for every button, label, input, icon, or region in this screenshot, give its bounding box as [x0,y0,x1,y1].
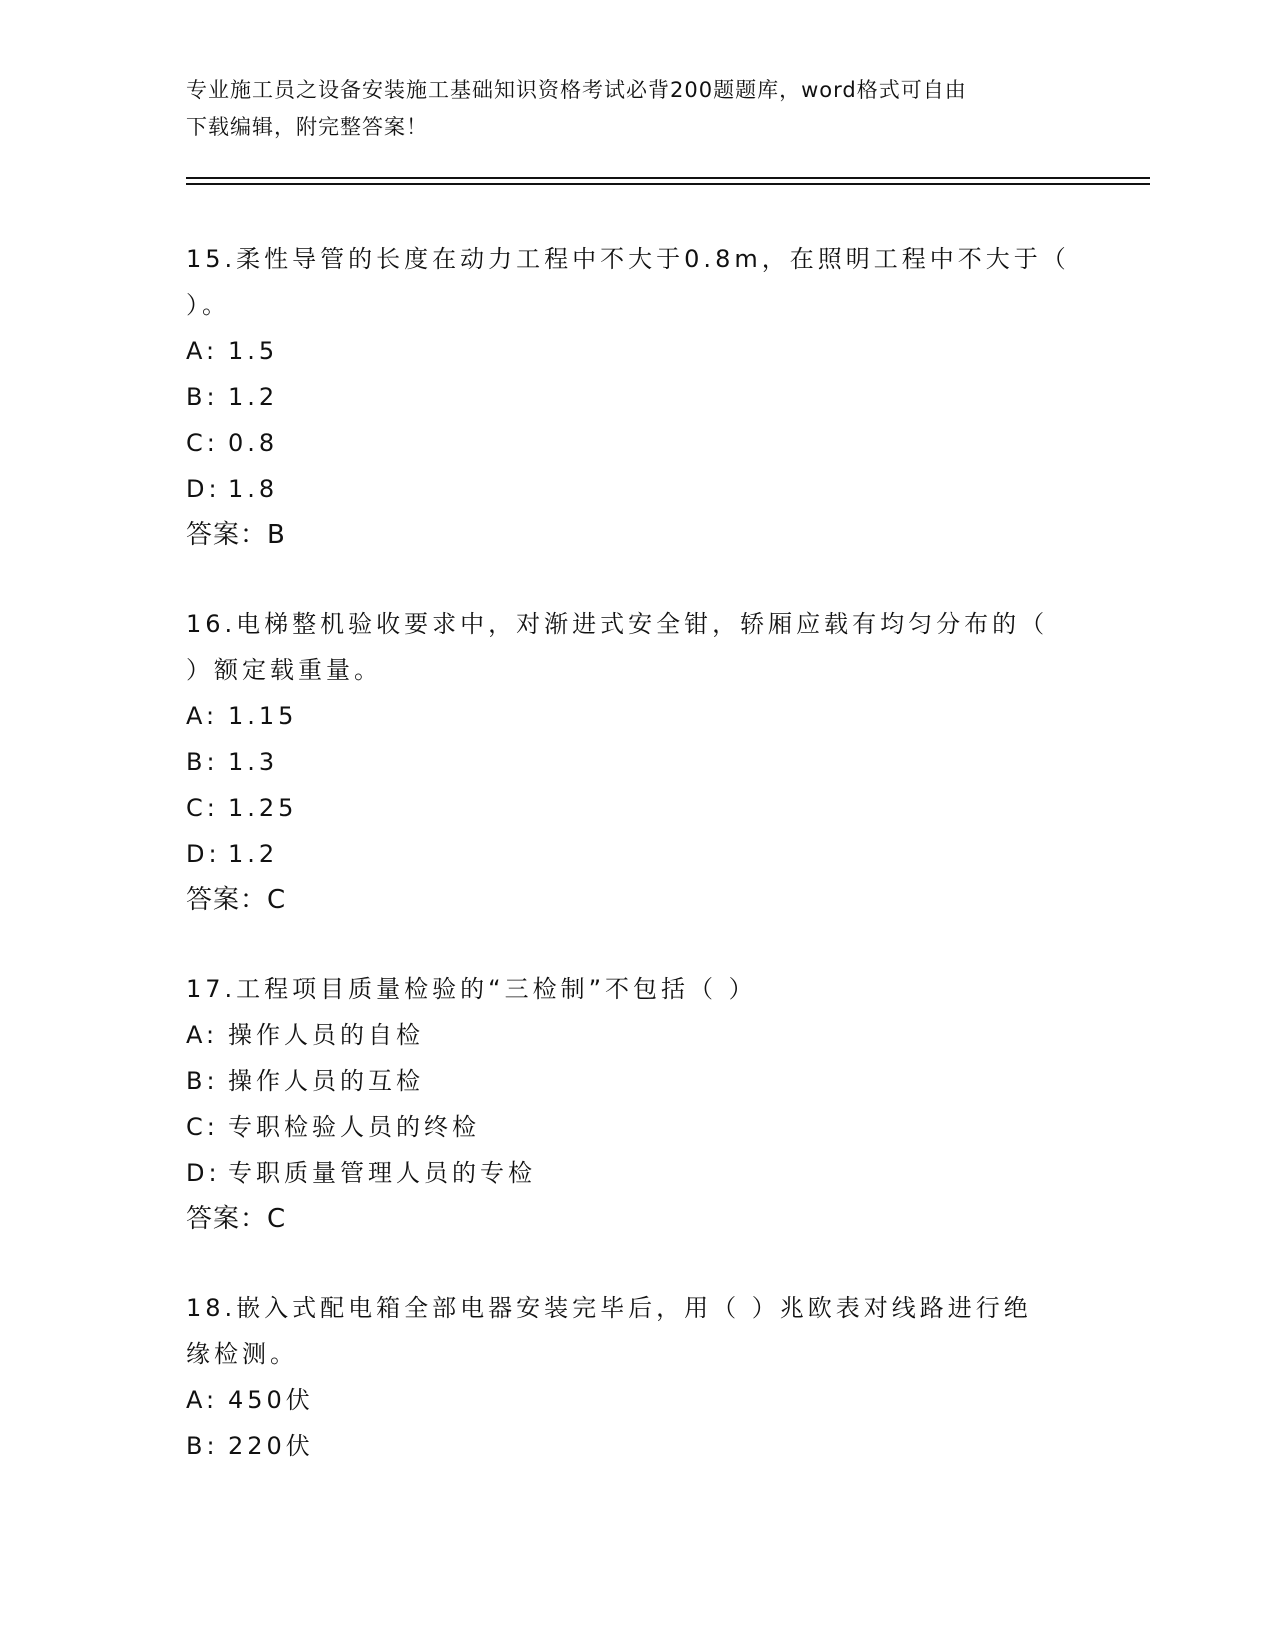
question-text-line: 18.嵌入式配电箱全部电器安装完毕后，用（ ）兆欧表对线路进行绝 [186,1294,1032,1322]
answer-line: 答案：C [186,885,287,915]
question-text-line: 缘检测。 [186,1340,298,1368]
option-a [186,1377,1086,1423]
option-a [186,328,1086,374]
option-text: 专职检验人员的终检 [228,1113,480,1141]
answer-line: 答案：C [186,1204,287,1234]
option-text: 1.15 [228,702,298,730]
question-18 [186,1285,1086,1469]
option-letter: A: [186,1021,219,1049]
question-16 [186,601,1086,923]
option-d [186,1150,1086,1196]
option-d [186,466,1086,512]
option-b [186,374,1086,420]
question-17 [186,966,1086,1242]
option-letter: C: [186,794,219,822]
option-text: 1.3 [228,748,279,776]
question-list [186,236,1086,1512]
option-letter: C: [186,429,219,457]
option-text: 1.25 [228,794,298,822]
option-a [186,1012,1086,1058]
document-header [186,72,1086,146]
option-text: 1.8 [228,475,279,503]
option-letter: B: [186,383,219,411]
header-line-1: 专业施工员之设备安装施工基础知识资格考试必背200题题库，word格式可自由 [186,78,967,102]
option-c [186,420,1086,466]
option-letter: A: [186,337,219,365]
option-a [186,693,1086,739]
option-text: 450伏 [228,1386,314,1414]
option-letter: D: [186,840,221,868]
question-text-line: 17.工程项目质量检验的“三检制”不包括（ ） [186,975,757,1003]
option-text: 1.2 [228,840,279,868]
option-text: 220伏 [228,1432,314,1460]
option-b [186,1423,1086,1469]
header-divider-bottom [186,183,1150,185]
option-letter: D: [186,1159,221,1187]
header-divider-top [186,177,1150,179]
question-text-line: ）额定载重量。 [186,656,382,684]
option-b [186,1058,1086,1104]
header-line-2: 下载编辑，附完整答案！ [186,115,428,139]
option-b [186,739,1086,785]
option-letter: D: [186,475,221,503]
option-letter: B: [186,1432,219,1460]
answer-line: 答案：B [186,520,286,550]
option-letter: B: [186,748,219,776]
option-letter: A: [186,702,219,730]
option-text: 操作人员的互检 [228,1067,424,1095]
option-c [186,785,1086,831]
option-d [186,831,1086,877]
option-text: 专职质量管理人员的专检 [228,1159,536,1187]
question-text-line: ）。 [186,291,230,319]
option-letter: B: [186,1067,219,1095]
option-text: 1.2 [228,383,279,411]
option-letter: A: [186,1386,219,1414]
option-text: 操作人员的自检 [228,1021,424,1049]
option-text: 0.8 [228,429,279,457]
question-text-line: 16.电梯整机验收要求中，对渐进式安全钳，轿厢应载有均匀分布的（ [186,610,1049,638]
question-15 [186,236,1086,558]
option-c [186,1104,1086,1150]
option-text: 1.5 [228,337,279,365]
question-text-line: 15.柔性导管的长度在动力工程中不大于0.8m，在照明工程中不大于（ [186,245,1070,273]
option-letter: C: [186,1113,219,1141]
